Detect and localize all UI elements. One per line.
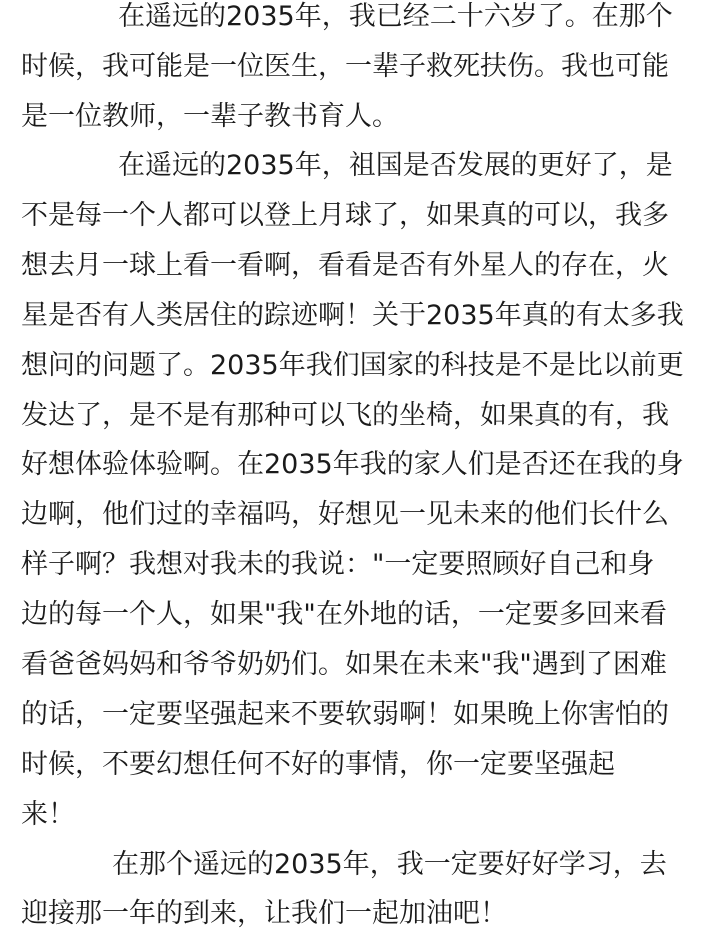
essay-line: 在遥远的2035年，祖国是否发展的更好了，是 (118, 150, 673, 181)
essay-line: 迎接那一年的到来，让我们一起加油吧！ (21, 898, 507, 929)
essay-line: 好想体验体验啊。在2035年我的家人们是否还在我的身 (21, 449, 684, 480)
essay-line: 发达了，是不是有那种可以飞的坐椅，如果真的有，我 (21, 400, 669, 431)
essay-line: 想问的问题了。2035年我们国家的科技是不是比以前更 (21, 350, 684, 381)
essay-line: 星是否有人类居住的踪迹啊！关于2035年真的有太多我 (21, 300, 684, 331)
essay-line: 是一位教师，一辈子教书育人。 (21, 101, 399, 132)
essay-line: 边啊，他们过的幸福吗，好想见一见未来的他们长什么 (21, 499, 669, 530)
essay-line: 不是每一个人都可以登上月球了，如果真的可以，我多 (21, 200, 669, 231)
essay-line: 来！ (21, 799, 75, 830)
essay-line: 时候，不要幻想任何不好的事情，你一定要坚强起 (21, 749, 615, 780)
essay-line: 的话，一定要坚强起来不要软弱啊！如果晚上你害怕的 (21, 699, 669, 730)
essay-line: 样子啊？我想对我未的我说："一定要照顾好自己和身 (21, 549, 655, 580)
essay-line: 在那个遥远的2035年，我一定要好好学习，去 (112, 849, 667, 880)
essay-line: 看爸爸妈妈和爷爷奶奶们。如果在未来"我"遇到了困难 (21, 649, 667, 680)
essay-line: 在遥远的2035年，我已经二十六岁了。在那个 (118, 1, 673, 32)
essay-line: 时候，我可能是一位医生，一辈子救死扶伤。我也可能 (21, 51, 669, 82)
essay-line: 想去月一球上看一看啊，看看是否有外星人的存在，火 (21, 250, 669, 281)
essay-line: 边的每一个人，如果"我"在外地的话，一定要多回来看 (21, 599, 667, 630)
